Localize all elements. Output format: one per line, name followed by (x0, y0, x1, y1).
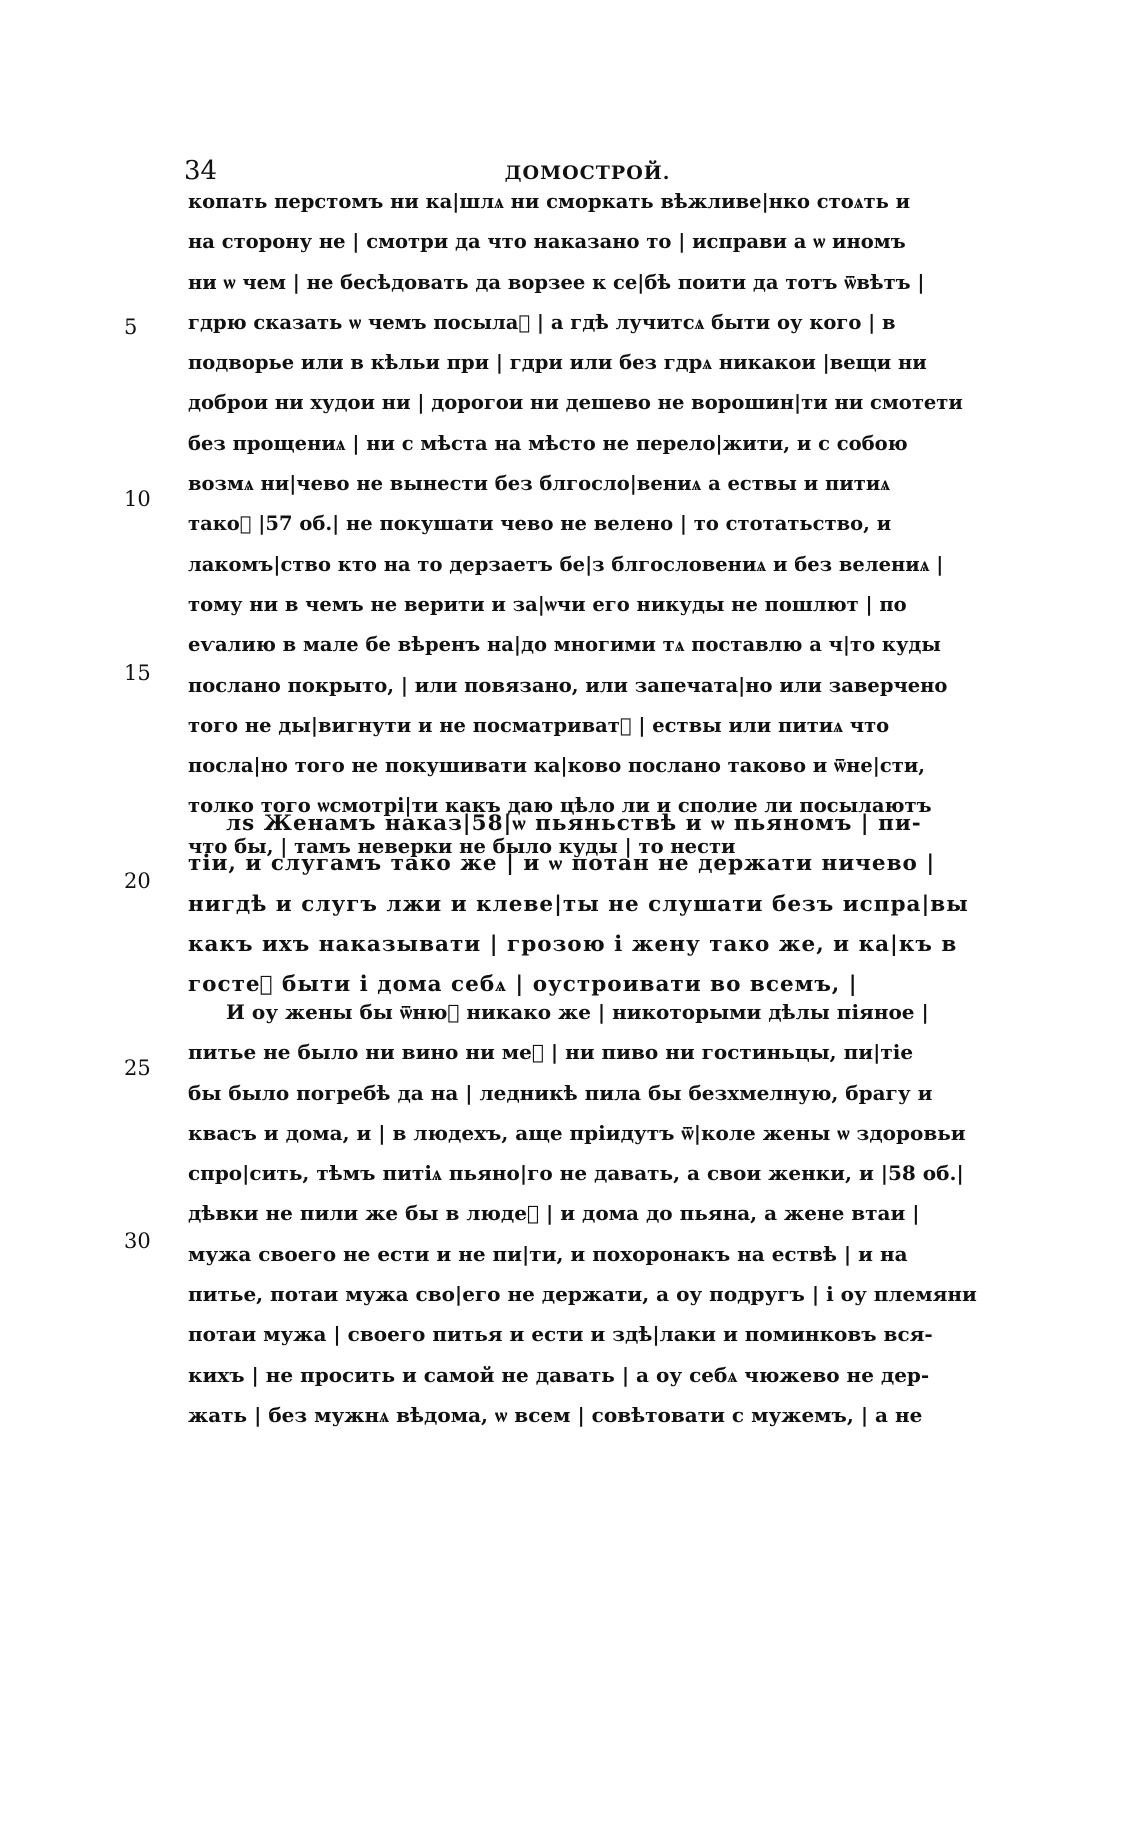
text-line: что бы, | тамъ неверки не было куды | то нести (188, 834, 736, 858)
text-block-continuation (188, 182, 1040, 867)
line-number-15: 15 (124, 661, 151, 685)
text-line: питье не было ни вино ни меⷣ | ни пиво ни гостиньцы, пи|тіе (188, 1040, 914, 1065)
text-line: ни ѡ чем | не бесѣдовать да ворзее к се|бѣ поити да тотъ ѿвѣтъ | (188, 270, 925, 294)
text-line: тому ни в чемъ не верити и за|ѡчи его никуды не пошлют | по (188, 592, 907, 616)
text-line: без прощениѧ | ни с мѣста на мѣсто не перело|жити, и с собою (188, 431, 908, 455)
text-line: лакомъ|ство кто на то дерзаетъ бе|з блгословениѧ и без велениѧ | (188, 552, 944, 576)
text-line: доброи ни худои ни | дорогои ни дешево не ворошин|ти ни смотети (188, 391, 963, 415)
text-line: нигдѣ и слугъ лжи и клеве|ты не слушати безъ испра|вы (188, 891, 969, 917)
line-number-20: 20 (124, 869, 151, 893)
text-line: какъ ихъ наказывати | грозою і жену тако же, и ка|къ в (188, 931, 958, 957)
line-number-5: 5 (124, 315, 138, 339)
text-line: потаи мужа | своего питья и ести и здѣ|лаки и поминковъ вся- (188, 1322, 933, 1347)
text-line: бы было погребѣ да на | ледникѣ пила бы безхмелную, брагу и (188, 1080, 933, 1105)
text-line: на сторону не | смотри да что наказано то | исправи а ѡ иномъ (188, 230, 906, 254)
text-line: питье, потаи мужа сво|его не держати, а оу подругъ | і оу племяни (188, 1282, 977, 1307)
running-title: ДОМОСТРОЙ. (504, 162, 671, 184)
text-line: послано покрыто, | или повязано, или запечата|но или заверчено (188, 673, 948, 697)
line-number-30: 30 (124, 1229, 151, 1253)
text-line: толко того ѡсмотрі|ти какъ даю цѣло ли и сполие ли посылаютъ (188, 794, 932, 818)
text-line: копать перстомъ ни ка|шлѧ ни сморкать вѣжливе|нко стоѧть и (188, 190, 911, 213)
text-line: мужа своего не ести и не пи|ти, и похоронакъ на ествѣ | и на (188, 1241, 908, 1266)
text-line: дѣвки не пили же бы в людеⷯ | и дома до пьяна, а жене втаи | (188, 1201, 920, 1226)
chapter-heading-line: лѕ Женамъ наказ|58|ѡ пьяньствѣ и ѡ пьяномъ | пи- (226, 811, 922, 836)
text-line: такоⷤ |57 об.| не покушати чево не велено | то стотатьство, и (188, 512, 892, 536)
text-line: квасъ и дома, и | в людехъ, аще пріидутъ ѿ|коле жены ѡ здоровьи (188, 1120, 966, 1145)
line-number-25: 25 (124, 1056, 151, 1080)
text-line: спро|сить, тѣмъ питіѧ пьяно|го не давать, а свои женки, и |58 об.| (188, 1161, 964, 1186)
text-line: И оу жены бы ѿнюⷣ никако же | никоторыми дѣлы піяное | (226, 1000, 929, 1024)
text-line: возмѧ ни|чево не вынести без блгосло|вениѧ а ествы и питиѧ (188, 472, 891, 496)
text-block-paragraph (188, 992, 1040, 1435)
text-line: тіи, и слугамъ тако же | и ѡ потан не держати ничево | (188, 851, 936, 877)
text-line: еѵалию в мале бе вѣренъ на|до многими тѧ поставлю а ч|то куды (188, 633, 941, 657)
text-block-chapter-36 (188, 804, 1040, 1005)
text-line: гдрю сказать ѡ чемъ посылаⷮ | а гдѣ лучитсѧ быти оу кого | в (188, 310, 896, 334)
text-line: кихъ | не просить и самой не давать | а оу себѧ чюжево не дер- (188, 1362, 930, 1387)
text-line: жать | без мужнѧ вѣдома, ѡ всем | совѣтовати с мужемъ, | а не (188, 1402, 923, 1427)
text-line: гостеⷯ быти і дома себѧ | оустроивати во всемъ, | (188, 972, 858, 998)
line-number-10: 10 (124, 487, 151, 511)
text-line: того не ды|вигнути и не посматриватⷮ | ествы или питиѧ что (188, 713, 890, 737)
text-line: посла|но того не покушивати ка|ково послано таково и ѿне|сти, (188, 754, 926, 778)
page-number: 34 (184, 156, 218, 186)
text-line: подворье или в кѣльи при | гдри или без гдрѧ никакои |вещи ни (188, 351, 927, 375)
